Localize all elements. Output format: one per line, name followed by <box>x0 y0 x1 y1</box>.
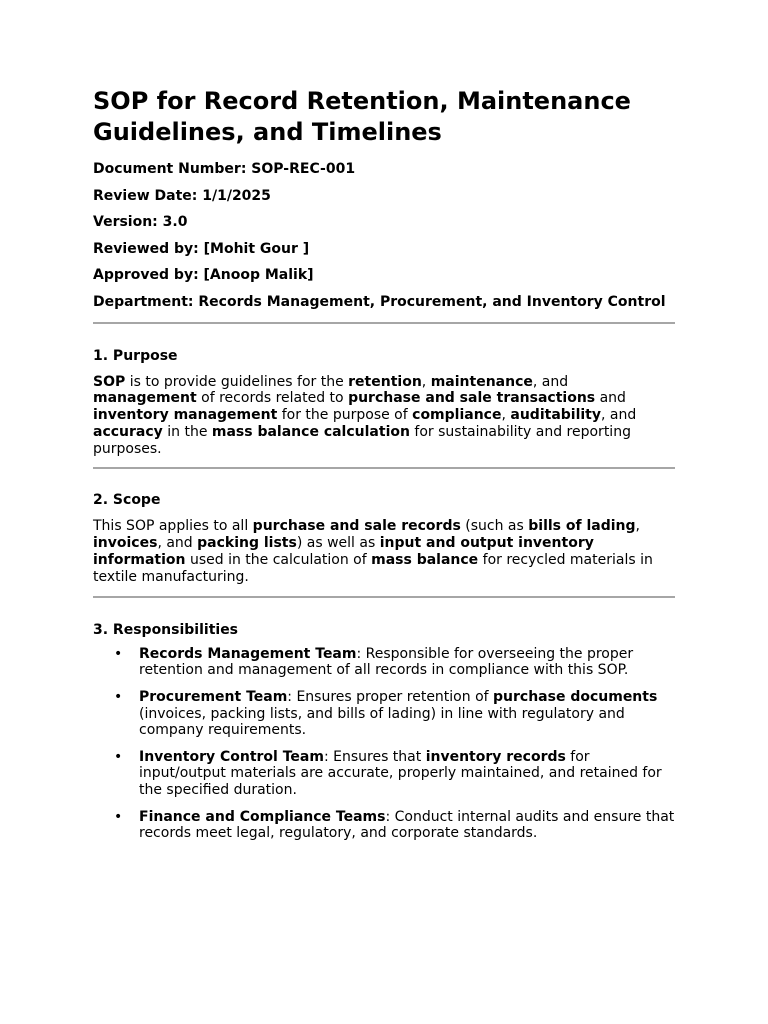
text-run: is to provide guidelines for the <box>125 373 349 390</box>
bold-text-run: purchase and sale records <box>252 518 461 535</box>
bold-text-run: invoices <box>93 535 158 552</box>
bold-text-run: auditability <box>510 407 602 424</box>
bullet-icon: • <box>114 748 123 765</box>
list-item-text <box>139 646 633 679</box>
bold-text-run: accuracy <box>93 423 163 440</box>
bold-text-run: input and output inventory information <box>93 535 594 569</box>
scope-section <box>93 491 675 585</box>
text-run: , and <box>532 373 569 390</box>
list-item <box>93 689 675 739</box>
list-item <box>93 646 675 680</box>
text-run: ) as well as <box>296 535 380 552</box>
scope-paragraph <box>93 518 675 585</box>
bold-text-run: purchase and sale transactions <box>348 390 596 407</box>
text-run: (such as <box>460 518 529 535</box>
responsibilities-heading: 3. Responsibilities <box>93 621 239 638</box>
bold-text-run: retention <box>348 373 422 390</box>
document-metadata <box>93 160 675 311</box>
bold-text-run: management <box>93 390 197 407</box>
version: Version: 3.0 <box>93 214 188 230</box>
section-divider <box>93 322 675 324</box>
text-run: , <box>501 407 511 424</box>
scope-heading: 2. Scope <box>93 492 161 509</box>
document-number: Document Number: SOP-REC-001 <box>93 161 356 177</box>
text-run: of records related to <box>196 390 349 407</box>
review-date: Review Date: 1/1/2025 <box>93 187 271 204</box>
purpose-section <box>93 347 675 458</box>
approved-by: Approved by: [Anoop Malik] <box>93 267 314 283</box>
text-run: used in the calculation of <box>185 552 372 569</box>
document-page <box>93 86 675 852</box>
text-run: for sustainability and reporting purposes. <box>93 423 631 457</box>
bold-text-run: inventory management <box>93 407 278 424</box>
responsibilities-section <box>93 621 675 842</box>
bullet-icon: • <box>114 808 123 825</box>
list-item-text <box>139 809 674 842</box>
text-run: , and <box>157 535 198 552</box>
bold-text-run: bills of lading <box>528 518 636 535</box>
section-divider <box>93 596 675 598</box>
responsibilities-list <box>93 646 675 842</box>
list-item-text <box>139 749 662 799</box>
text-run: for input/output materials are accurate, properly maintained, and retained for the specified duration. <box>139 748 662 799</box>
text-run: , <box>421 373 431 390</box>
text-run: : Conduct internal audits and ensure that records meet legal, regulatory, and corporate standards. <box>139 808 675 842</box>
purpose-heading: 1. Purpose <box>93 347 178 364</box>
bold-text-run: Inventory Control Team <box>139 748 324 765</box>
bold-text-run: Finance and Compliance Teams <box>139 808 386 825</box>
bold-text-run: packing lists <box>197 535 297 552</box>
bold-text-run: Records Management Team <box>139 645 357 662</box>
department: Department: Records Management, Procurement, and Inventory Control <box>93 293 666 310</box>
list-item-text <box>139 689 657 739</box>
text-run: (invoices, packing lists, and bills of lading) in line with regulatory and company requirements. <box>139 705 625 739</box>
document-title: SOP for Record Retention, Maintenance Guidelines, and Timelines <box>93 87 631 146</box>
list-item <box>93 749 675 799</box>
text-run: , and <box>601 407 637 424</box>
list-item <box>93 809 675 843</box>
text-run: for recycled materials in textile manufacturing. <box>93 552 653 585</box>
text-run: : Responsible for overseeing the proper retention and management of all records in compliance with this SOP. <box>139 645 634 679</box>
bold-text-run: maintenance <box>430 373 533 390</box>
bold-text-run: mass balance <box>371 552 479 569</box>
bold-text-run: SOP <box>93 373 126 390</box>
purpose-paragraph <box>93 374 675 458</box>
bold-text-run: compliance <box>412 407 502 424</box>
text-run: in the <box>162 423 212 440</box>
text-run: This SOP applies to all <box>93 518 253 535</box>
text-run: , <box>635 518 640 535</box>
bullet-icon: • <box>114 645 123 662</box>
text-run: and <box>595 390 626 407</box>
bold-text-run: Procurement Team <box>139 688 288 705</box>
text-run: : Ensures that <box>323 748 426 765</box>
bold-text-run: inventory records <box>425 748 566 765</box>
bold-text-run: mass balance calculation <box>211 423 410 440</box>
reviewed-by: Reviewed by: [Mohit Gour ] <box>93 240 310 257</box>
text-run: for the purpose of <box>277 407 413 424</box>
text-run: : Ensures proper retention of <box>287 688 494 705</box>
bold-text-run: purchase documents <box>493 688 658 705</box>
section-divider <box>93 467 675 469</box>
bullet-icon: • <box>114 688 123 705</box>
